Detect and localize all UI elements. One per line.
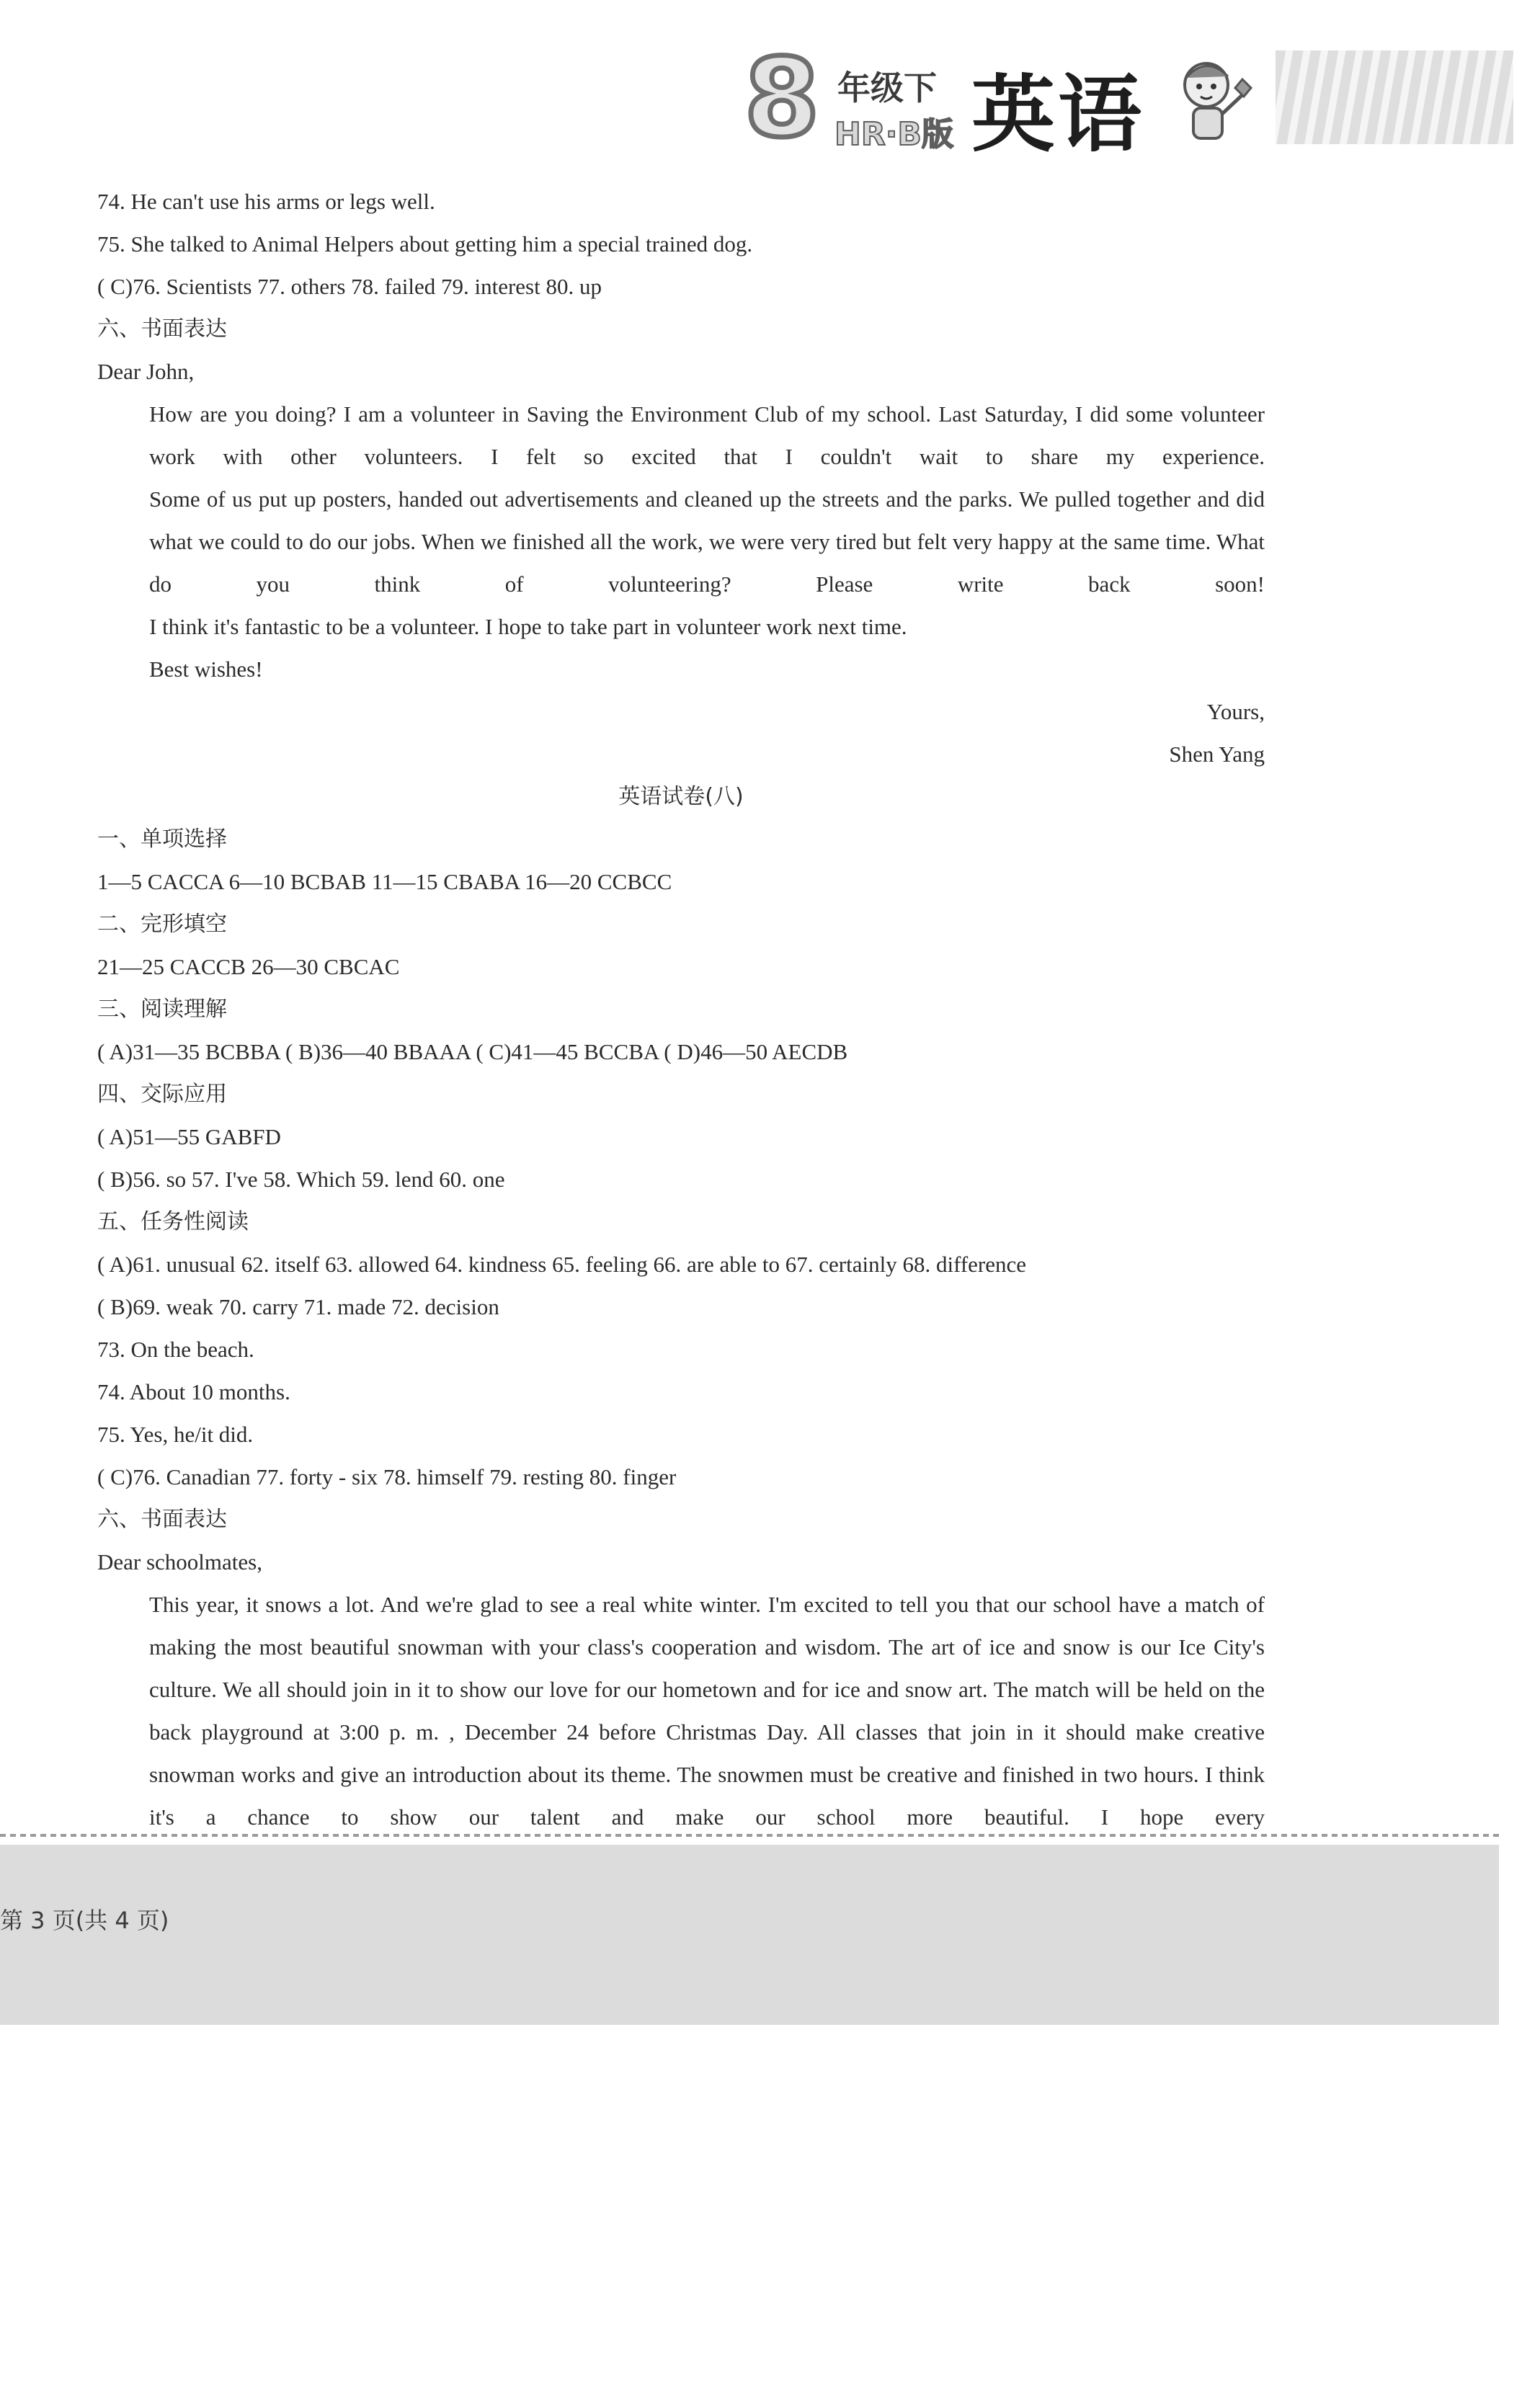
letter-yours: Yours, [1206,699,1265,724]
answer-line: 1—5 CACCA 6—10 BCBAB 11—15 CBABA 16—20 CCBCC [97,869,672,894]
answer-line: 73. On the beach. [97,1337,254,1362]
subject-title: 英语 [971,66,1144,164]
section-heading: 六、书面表达 [97,316,227,342]
answer-content [97,180,1265,1838]
letter-paragraph: I think it's fantastic to be a volunteer. I hope to take part in volunteer work next time. [149,614,907,639]
footer-band [0,1845,1499,2025]
answer-line: ( C)76. Canadian 77. forty - six 78. himself 79. resting 80. finger [97,1464,677,1489]
footer-divider [0,1834,1499,1837]
letter-paragraph: How are you doing? I am a volunteer in Saving the Environment Club of my school. Last Saturday, I did some volunteer work with other volunteers. I felt so excited that I couldn't wait to share my experience. [149,401,1265,469]
answer-line: ( A)61. unusual 62. itself 63. allowed 64. kindness 65. feeling 66. are able to 67. certainly 68. difference [97,1252,1027,1277]
test-title: 英语试卷(八) [618,784,744,809]
book-header [742,36,1513,164]
grade-label: 年级下 [837,68,937,107]
page-number: 第 3 页(共 4 页) [0,1907,169,1934]
answer-line: 75. Yes, he/it did. [97,1422,254,1447]
section-heading: 二、完形填空 [97,912,227,937]
letter-greeting: Dear John, [97,359,195,384]
answer-line: 21—25 CACCB 26—30 CBCAC [97,954,400,979]
letter-closing: Best wishes! [149,656,263,682]
letter-signature: Shen Yang [1169,741,1265,767]
section-heading: 四、交际应用 [97,1082,227,1107]
answer-line: ( B)56. so 57. I've 58. Which 59. lend 60. one [97,1167,505,1192]
letter-paragraph: Some of us put up posters, handed out advertisements and cleaned up the streets and the parks. We pulled together and did what we could to do our jobs. When we finished all the work, we were very tired but felt very happy at the same time. What do you think of volunteering? Please write back soon! [149,486,1265,597]
answer-line: ( C)76. Scientists 77. others 78. failed 79. interest 80. up [97,274,602,299]
header-decoration [1276,50,1513,144]
letter-paragraph: This year, it snows a lot. And we're glad to see a real white winter. I'm excited to tell you that our school have a match of making the most beautiful snowman with your class's cooperation and wisdom. The art of ice and snow is our Ice City's culture. We all should join in it to show our love for our hometown and for ice and snow art. The match will be held on the back playground at 3:00 p. m. , December 24 before Christmas Day. All classes that join in it should make creative snowman works and give an introduction about its theme. The snowmen must be creative and finished in two hours. I think it's a chance to show our talent and make our school more beautiful. I hope every [149,1592,1265,1830]
answer-line: ( B)69. weak 70. carry 71. made 72. decision [97,1294,499,1319]
grade-number: 8 [744,36,820,161]
section-heading: 六、书面表达 [97,1507,227,1532]
answer-line: 75. She talked to Animal Helpers about getting him a special trained dog. [97,231,753,257]
answer-line: ( A)51—55 GABFD [97,1124,281,1149]
answer-line: ( A)31—35 BCBBA ( B)36—40 BBAAA ( C)41—45 BCCBA ( D)46—50 AECDB [97,1039,848,1064]
edition-label: HR·B版 [834,116,953,153]
answer-line: 74. He can't use his arms or legs well. [97,189,435,214]
section-heading: 五、任务性阅读 [97,1209,249,1234]
section-heading: 一、单项选择 [97,827,227,852]
answer-line: 74. About 10 months. [97,1379,290,1404]
mascot-icon [1162,50,1255,151]
letter-greeting: Dear schoolmates, [97,1549,262,1574]
section-heading: 三、阅读理解 [97,997,227,1022]
